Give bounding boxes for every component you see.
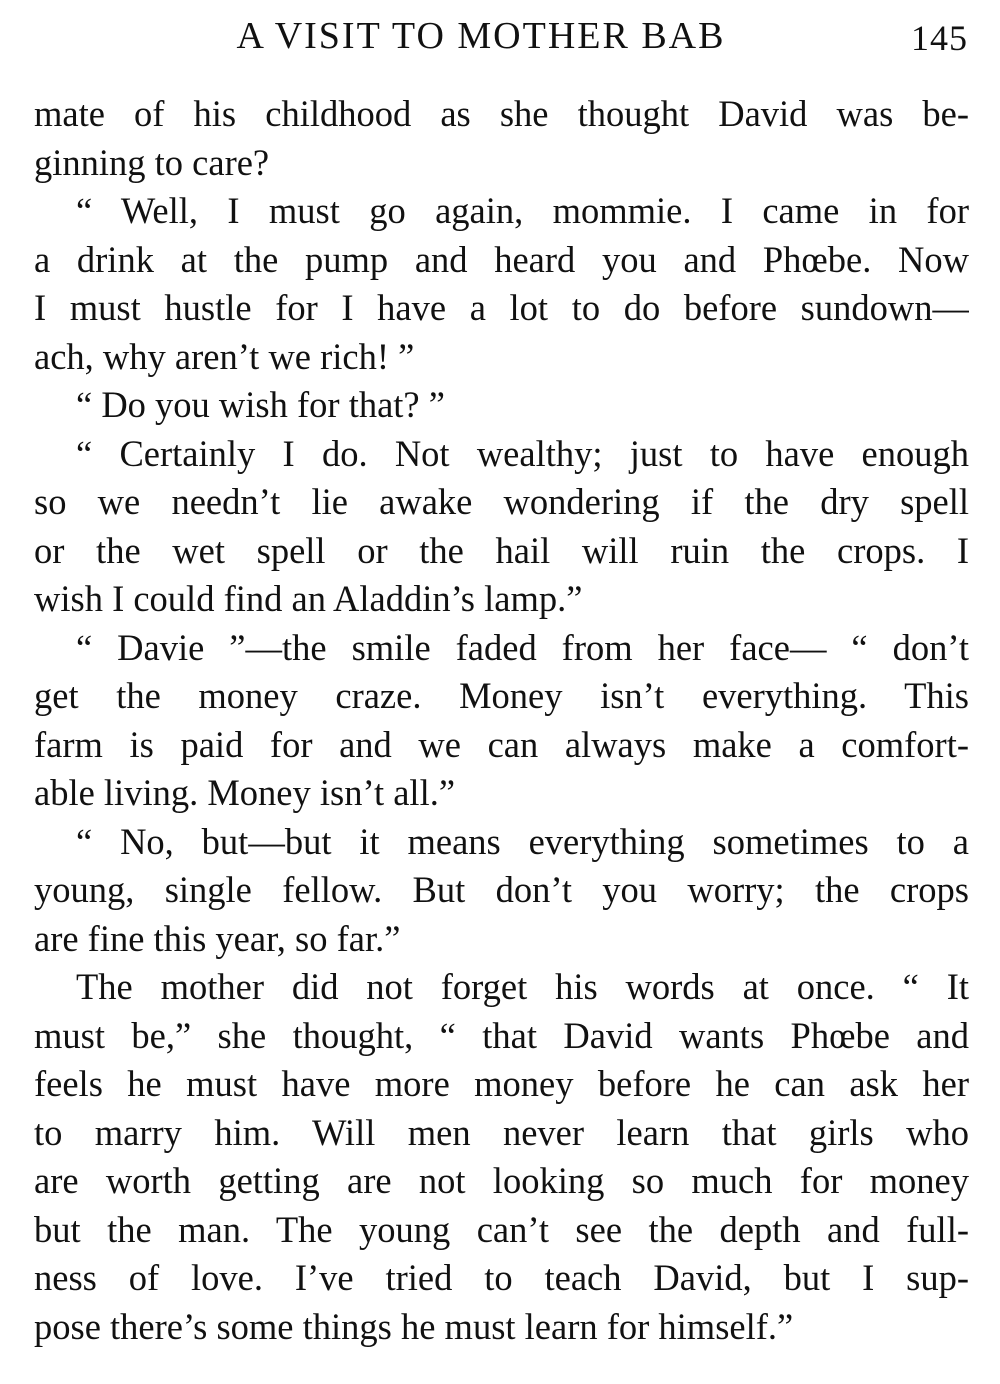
text-line: The mother did not forget his words at once. “ It — [76, 966, 969, 1007]
text-line: ach, why aren’t we rich! ” — [34, 335, 415, 377]
text-line: ginning to care? — [34, 141, 270, 183]
text-line: mate of his childhood as she thought David was be- — [34, 93, 969, 134]
text-line: ness of love. I’ve tried to teach David, but I sup- — [34, 1257, 969, 1298]
running-title: A VISIT TO MOTHER BAB — [236, 15, 726, 57]
text-line: young, single fellow. But don’t you worry; the crops — [34, 869, 969, 910]
text-line: farm is paid for and we can always make a comfort- — [34, 723, 969, 765]
text-line: “ Do you wish for that? ” — [76, 384, 445, 425]
text-line: must be,” she thought, “ that David wants Phœbe and — [34, 1014, 969, 1056]
text-line: “ Well, I must go again, mommie. I came in for — [76, 190, 969, 231]
text-line: wish I could find an Aladdin’s lamp.” — [34, 578, 583, 619]
text-line: but the man. The young can’t see the depth and full- — [34, 1208, 969, 1250]
text-line: I must hustle for I have a lot to do before sundown— — [34, 287, 969, 328]
text-line: or the wet spell or the hail will ruin the crops. I — [34, 529, 969, 571]
text-line: so we needn’t lie awake wondering if the dry spell — [34, 481, 969, 522]
text-line: get the money craze. Money isn’t everything. This — [34, 675, 969, 716]
text-line: “ Davie ”—the smile faded from her face— “ don’t — [76, 626, 969, 668]
text-line: “ No, but—but it means everything sometimes to a — [76, 820, 969, 862]
running-head — [34, 10, 968, 62]
text-line: a drink at the pump and heard you and Phœbe. Now — [34, 238, 969, 280]
text-line: “ Certainly I do. Not wealthy; just to have enough — [76, 432, 969, 474]
text-line: are worth getting are not looking so much for money — [34, 1160, 969, 1201]
page-number: 145 — [911, 18, 968, 58]
text-line: pose there’s some things he must learn for himself.” — [34, 1305, 794, 1347]
text-line: are fine this year, so far.” — [34, 917, 401, 959]
text-line: to marry him. Will men never learn that girls who — [34, 1111, 969, 1153]
body-text — [34, 90, 969, 1351]
text-line: able living. Money isn’t all.” — [34, 772, 456, 813]
text-line: feels he must have more money before he can ask her — [34, 1063, 969, 1104]
